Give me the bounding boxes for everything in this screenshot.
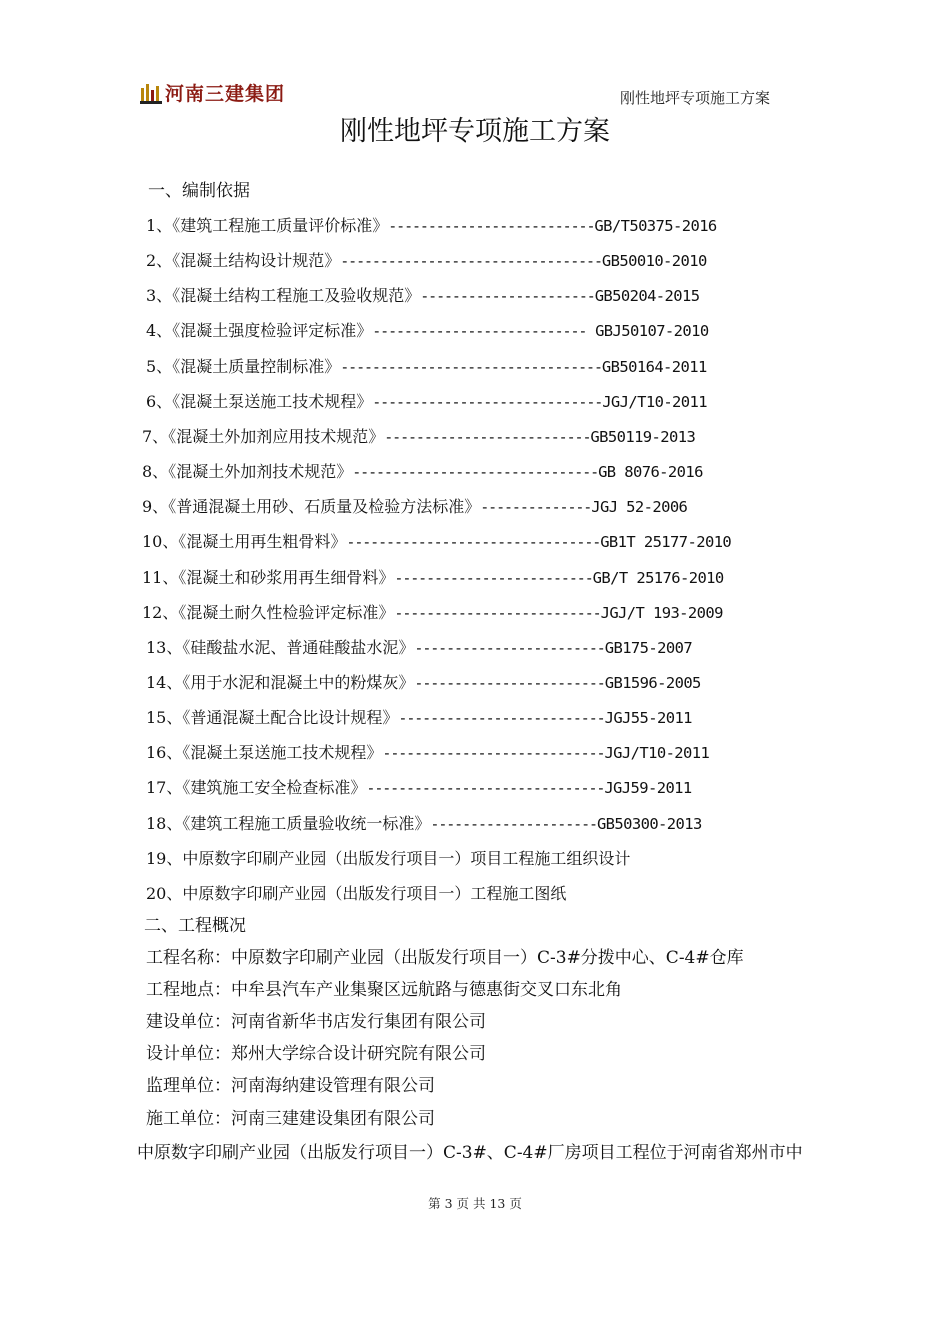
reference-item bbox=[146, 672, 701, 694]
reference-code: JGJ/T10-2011 bbox=[602, 392, 707, 411]
reference-leader: -------------------------- bbox=[384, 427, 591, 446]
section-heading: 二、工程概况 bbox=[144, 916, 246, 936]
page-number-footer: 第 3 页 共 13 页 bbox=[428, 1196, 522, 1211]
logo-text: 河南三建集团 bbox=[165, 83, 286, 105]
reference-leader: ------------------------ bbox=[414, 673, 605, 692]
reference-title: 《混凝土和砂浆用再生细骨料》 bbox=[178, 567, 395, 587]
reference-leader: -------------------------- bbox=[398, 709, 605, 728]
reference-code: GB1596-2005 bbox=[604, 673, 701, 692]
reference-code: JGJ55-2011 bbox=[604, 709, 692, 728]
reference-item bbox=[146, 742, 709, 764]
reference-index: 5、 bbox=[146, 356, 173, 376]
reference-leader: ------------------------ bbox=[414, 638, 605, 657]
reference-leader: ------------------------- bbox=[394, 568, 593, 587]
reference-code: GB 8076-2016 bbox=[598, 463, 703, 482]
project-info-line: 工程名称：中原数字印刷产业园（出版发行项目一）C-3#分拨中心、C-4#仓库 bbox=[146, 948, 744, 968]
reference-leader: -------------------------- bbox=[388, 217, 595, 235]
reference-leader: --------------------------------- bbox=[340, 357, 602, 376]
reference-title: 《硅酸盐水泥、普通硅酸盐水泥》 bbox=[182, 637, 415, 657]
reference-leader: --------------------- bbox=[430, 814, 597, 833]
reference-index: 17、 bbox=[146, 778, 183, 798]
reference-title: 《用于水泥和混凝土中的粉煤灰》 bbox=[182, 672, 415, 692]
reference-code: GB175-2007 bbox=[604, 638, 693, 657]
reference-index: 16、 bbox=[146, 743, 183, 763]
reference-index: 8、 bbox=[142, 462, 169, 482]
reference-index: 4、 bbox=[146, 321, 173, 341]
reference-index: 18、 bbox=[146, 813, 183, 833]
reference-index: 12、 bbox=[142, 602, 179, 622]
reference-leader: ----------------------------- bbox=[372, 392, 603, 411]
reference-title: 《建筑工程施工质量验收统一标准》 bbox=[182, 813, 431, 833]
reference-leader: -------------------------------- bbox=[346, 533, 601, 552]
reference-index: 2、 bbox=[146, 251, 173, 271]
reference-title: 《混凝土外加剂技术规范》 bbox=[168, 462, 353, 482]
reference-index: 13、 bbox=[146, 637, 183, 657]
reference-index: 19、 bbox=[146, 848, 183, 868]
reference-title: 《混凝土结构工程施工及验收规范》 bbox=[172, 286, 421, 306]
reference-index: 20、 bbox=[146, 883, 183, 903]
reference-item bbox=[146, 250, 707, 272]
section-heading: 一、编制依据 bbox=[148, 181, 250, 201]
reference-code: JGJ59-2011 bbox=[604, 779, 692, 798]
reference-leader: -------------- bbox=[480, 498, 592, 517]
project-info-line: 工程地点：中牟县汽车产业集聚区远航路与德惠街交叉口东北角 bbox=[146, 980, 622, 1001]
project-info-line: 监理单位：河南海纳建设管理有限公司 bbox=[146, 1076, 435, 1097]
reference-item bbox=[142, 531, 731, 553]
reference-title: 《混凝土泵送施工技术规程》 bbox=[182, 743, 383, 763]
document-title: 刚性地坪专项施工方案 bbox=[340, 116, 610, 147]
reference-item bbox=[142, 461, 703, 483]
reference-leader: ------------------------------ bbox=[366, 779, 605, 798]
reference-index: 9、 bbox=[142, 497, 169, 517]
reference-item bbox=[146, 883, 566, 905]
reference-title: 《建筑工程施工质量评价标准》 bbox=[172, 216, 389, 235]
reference-code: JGJ/T 193-2009 bbox=[600, 603, 723, 622]
project-info-line: 设计单位：郑州大学综合设计研究院有限公司 bbox=[146, 1044, 486, 1065]
reference-item bbox=[146, 813, 702, 835]
project-info-line: 施工单位：河南三建建设集团有限公司 bbox=[146, 1108, 435, 1129]
reference-title: 中原数字印刷产业园（出版发行项目一）工程施工图纸 bbox=[182, 883, 567, 903]
company-logo bbox=[140, 79, 285, 106]
reference-leader: ------------------------------- bbox=[352, 463, 599, 482]
reference-item bbox=[146, 391, 707, 413]
reference-code: JGJ 52-2006 bbox=[591, 498, 688, 517]
reference-code: JGJ/T10-2011 bbox=[604, 744, 710, 763]
reference-index: 1、 bbox=[146, 216, 173, 235]
reference-title: 中原数字印刷产业园（出版发行项目一）项目工程施工组织设计 bbox=[182, 848, 631, 868]
reference-leader: --------------------------- bbox=[372, 322, 587, 341]
reference-item bbox=[146, 637, 692, 659]
reference-item bbox=[142, 567, 724, 589]
reference-code: GB1T 25177-2010 bbox=[600, 533, 732, 552]
reference-item bbox=[142, 496, 687, 518]
running-header-title: 刚性地坪专项施工方案 bbox=[620, 89, 771, 107]
reference-index: 3、 bbox=[146, 286, 173, 306]
reference-title: 《混凝土用再生粗骨料》 bbox=[178, 532, 347, 552]
reference-title: 《混凝土泵送施工技术规程》 bbox=[172, 391, 373, 411]
reference-item bbox=[146, 215, 717, 237]
reference-leader: -------------------------- bbox=[394, 603, 601, 622]
reference-leader: ---------------------- bbox=[420, 287, 595, 306]
reference-title: 《普通混凝土配合比设计规程》 bbox=[182, 708, 399, 728]
reference-item bbox=[146, 777, 692, 799]
reference-code: GBJ50107-2010 bbox=[586, 322, 709, 341]
reference-index: 10、 bbox=[142, 532, 179, 552]
reference-title: 《混凝土结构设计规范》 bbox=[172, 251, 341, 271]
reference-code: GB50010-2010 bbox=[601, 252, 707, 271]
reference-code: GB50119-2013 bbox=[590, 427, 696, 446]
reference-title: 《混凝土耐久性检验评定标准》 bbox=[178, 602, 395, 622]
reference-index: 6、 bbox=[146, 391, 173, 411]
reference-code: GB50204-2015 bbox=[594, 287, 700, 306]
reference-title: 《普通混凝土用砂、石质量及检验方法标准》 bbox=[168, 497, 481, 517]
reference-index: 11、 bbox=[142, 567, 179, 587]
reference-item bbox=[146, 848, 630, 870]
reference-item bbox=[142, 602, 723, 624]
project-info-line: 建设单位：河南省新华书店发行集团有限公司 bbox=[146, 1012, 486, 1033]
reference-item bbox=[146, 356, 707, 378]
reference-index: 15、 bbox=[146, 708, 183, 728]
project-description-paragraph: 中原数字印刷产业园（出版发行项目一）C-3#、C-4#厂房项目工程位于河南省郑州市中 bbox=[137, 1143, 803, 1163]
reference-item bbox=[146, 707, 692, 729]
reference-code: GB/T50375-2016 bbox=[594, 217, 717, 235]
reference-code: GB50164-2011 bbox=[601, 357, 707, 376]
reference-title: 《建筑施工安全检查标准》 bbox=[182, 778, 367, 798]
reference-item bbox=[146, 285, 699, 307]
reference-leader: ---------------------------- bbox=[382, 744, 605, 763]
reference-code: GB50300-2013 bbox=[596, 814, 702, 833]
reference-title: 《混凝土强度检验评定标准》 bbox=[172, 321, 373, 341]
reference-item bbox=[142, 426, 695, 448]
reference-index: 7、 bbox=[142, 426, 169, 446]
reference-item bbox=[146, 320, 709, 342]
reference-title: 《混凝土外加剂应用技术规范》 bbox=[168, 426, 385, 446]
reference-leader: --------------------------------- bbox=[340, 252, 602, 271]
reference-code: GB/T 25176-2010 bbox=[592, 568, 724, 587]
reference-title: 《混凝土质量控制标准》 bbox=[172, 356, 341, 376]
reference-index: 14、 bbox=[146, 672, 183, 692]
building-cranes-logo-icon bbox=[140, 81, 162, 105]
